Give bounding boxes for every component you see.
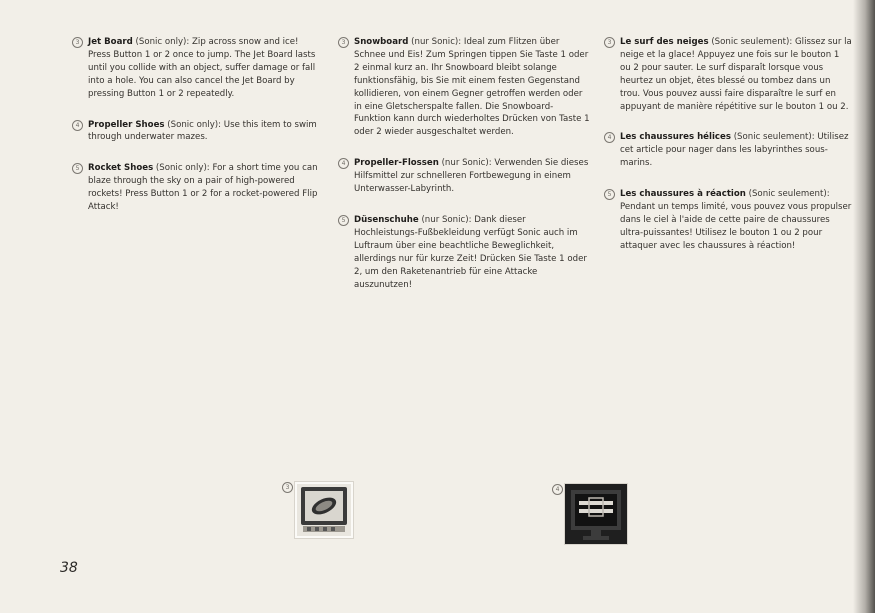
item-snowboard-de (338, 36, 590, 139)
item-title: Jet Board (88, 37, 133, 47)
item-number-5: 5 (604, 189, 615, 200)
item-qualifier: (Sonic only): (155, 163, 210, 174)
item-qualifier: (Sonic seulement): (748, 189, 830, 200)
item-title: Les chaussures hélices (620, 132, 731, 143)
item-number-3: 3 (604, 37, 615, 48)
item-title: Rocket Shoes (88, 163, 154, 174)
item-number-4: 4 (604, 132, 615, 143)
item-qualifier: (nur Sonic): (421, 214, 472, 225)
jet-board-monitor-graphic (295, 482, 353, 538)
item-number-4: 4 (72, 120, 83, 131)
item-qualifier: (Sonic only): (135, 37, 190, 47)
item-chaussures-helices-fr (604, 131, 852, 170)
item-rocket-shoes-en (72, 162, 322, 214)
item-chaussures-reaction-fr (604, 188, 852, 253)
item-title: Propeller-Flossen (354, 158, 439, 169)
german-column (338, 36, 590, 309)
item-body: Ideal zum Flitzen über Schnee und Eis! Zum Springen tippen Sie Taste 1 oder 2 einmal kurz an. Ihr Snowboard bleibt solange funktionsfähig, bis Sie mit einem festen Gegenstand kollidieren, von einem Gegner getroffen werden oder in eine Gletscherspalte fallen. Die Snowboard-Funktion kann durch wiederholtes Drücken von Taste 1 oder 2 wieder ausgeschaltet werden. (354, 37, 590, 138)
item-number-5: 5 (72, 163, 83, 174)
propeller-shoes-monitor-icon (564, 483, 628, 545)
item-duesenschuhe-de (338, 214, 590, 291)
item-body: Verwenden Sie dieses Hilfsmittel zur schnelleren Fortbewegung in einem Unterwasser-Labyrinth. (354, 158, 589, 195)
item-number-4: 4 (338, 158, 349, 169)
propeller-shoes-monitor-graphic (565, 484, 627, 544)
item-title: Les chaussures à réaction (620, 189, 746, 200)
item-number-3: 3 (338, 37, 349, 48)
item-qualifier: (Sonic seulement): (733, 132, 815, 143)
item-qualifier: (Sonic only): (167, 119, 222, 130)
item-title: Propeller Shoes (88, 119, 165, 130)
item-title: Le surf des neiges (620, 37, 709, 47)
item-qualifier: (nur Sonic): (411, 37, 462, 47)
item-jet-board-en (72, 36, 322, 101)
item-body: Glissez sur la neige et la glace! Appuyez une fois sur le bouton 1 ou 2 pour sauter. Le surf disparaît lorsque vous heurtez un objet, êtes blessé ou tombez dans un trou. Vous pouvez aussi faire disparaître le surf en appuyant de manière répétitive sur le bouton 1 ou 2. (620, 37, 852, 112)
item-propeller-shoes-en (72, 119, 322, 145)
item-body: Dank dieser Hochleistungs-Fußbekleidung verfügt Sonic auch im Luftraum über eine beachtliche Beweglichkeit, allerdings nur für kurze Zeit! Drücken Sie Taste 1 oder 2, um den Raketenantrieb für eine Attacke auszunutzen! (354, 214, 587, 290)
screenshot-number-3: 3 (282, 482, 293, 493)
item-title: Snowboard (354, 37, 409, 47)
english-column (72, 36, 322, 232)
item-title: Düsenschuhe (354, 214, 419, 225)
binding-shadow (853, 0, 875, 613)
page-number: 38 (60, 560, 78, 576)
item-propeller-flossen-de (338, 157, 590, 196)
item-surf-des-neiges-fr (604, 36, 852, 113)
item-qualifier: (Sonic seulement): (711, 37, 793, 47)
item-body: For a short time you can blaze through the sky on a pair of high-powered rockets! Press Button 1 or 2 for a rocket-powered Flip Attack! (88, 163, 318, 213)
item-body: Utilisez cet article pour nager dans les labyrinthes sous-marins. (620, 132, 849, 169)
item-body: Zip across snow and ice! Press Button 1 or 2 once to jump. The Jet Board lasts until you collide with an object, suffer damage or fall into a hole. You can also cancel the Jet Board by pressing Button 1 or 2 repeatedly. (88, 37, 316, 99)
item-body: Pendant un temps limité, vous pouvez vous propulser dans le ciel à l'aide de cette paire de chaussures ultra-puissantes! Utilisez le bouton 1 ou 2 pour attaquer avec les chaussures à réaction! (620, 202, 852, 251)
item-number-5: 5 (338, 215, 349, 226)
screenshot-number-4: 4 (552, 484, 563, 495)
item-body: Use this item to swim through underwater mazes. (88, 119, 317, 143)
item-number-3: 3 (72, 37, 83, 48)
item-qualifier: (nur Sonic): (441, 158, 492, 169)
french-column (604, 36, 852, 271)
jet-board-monitor-icon (294, 481, 354, 539)
